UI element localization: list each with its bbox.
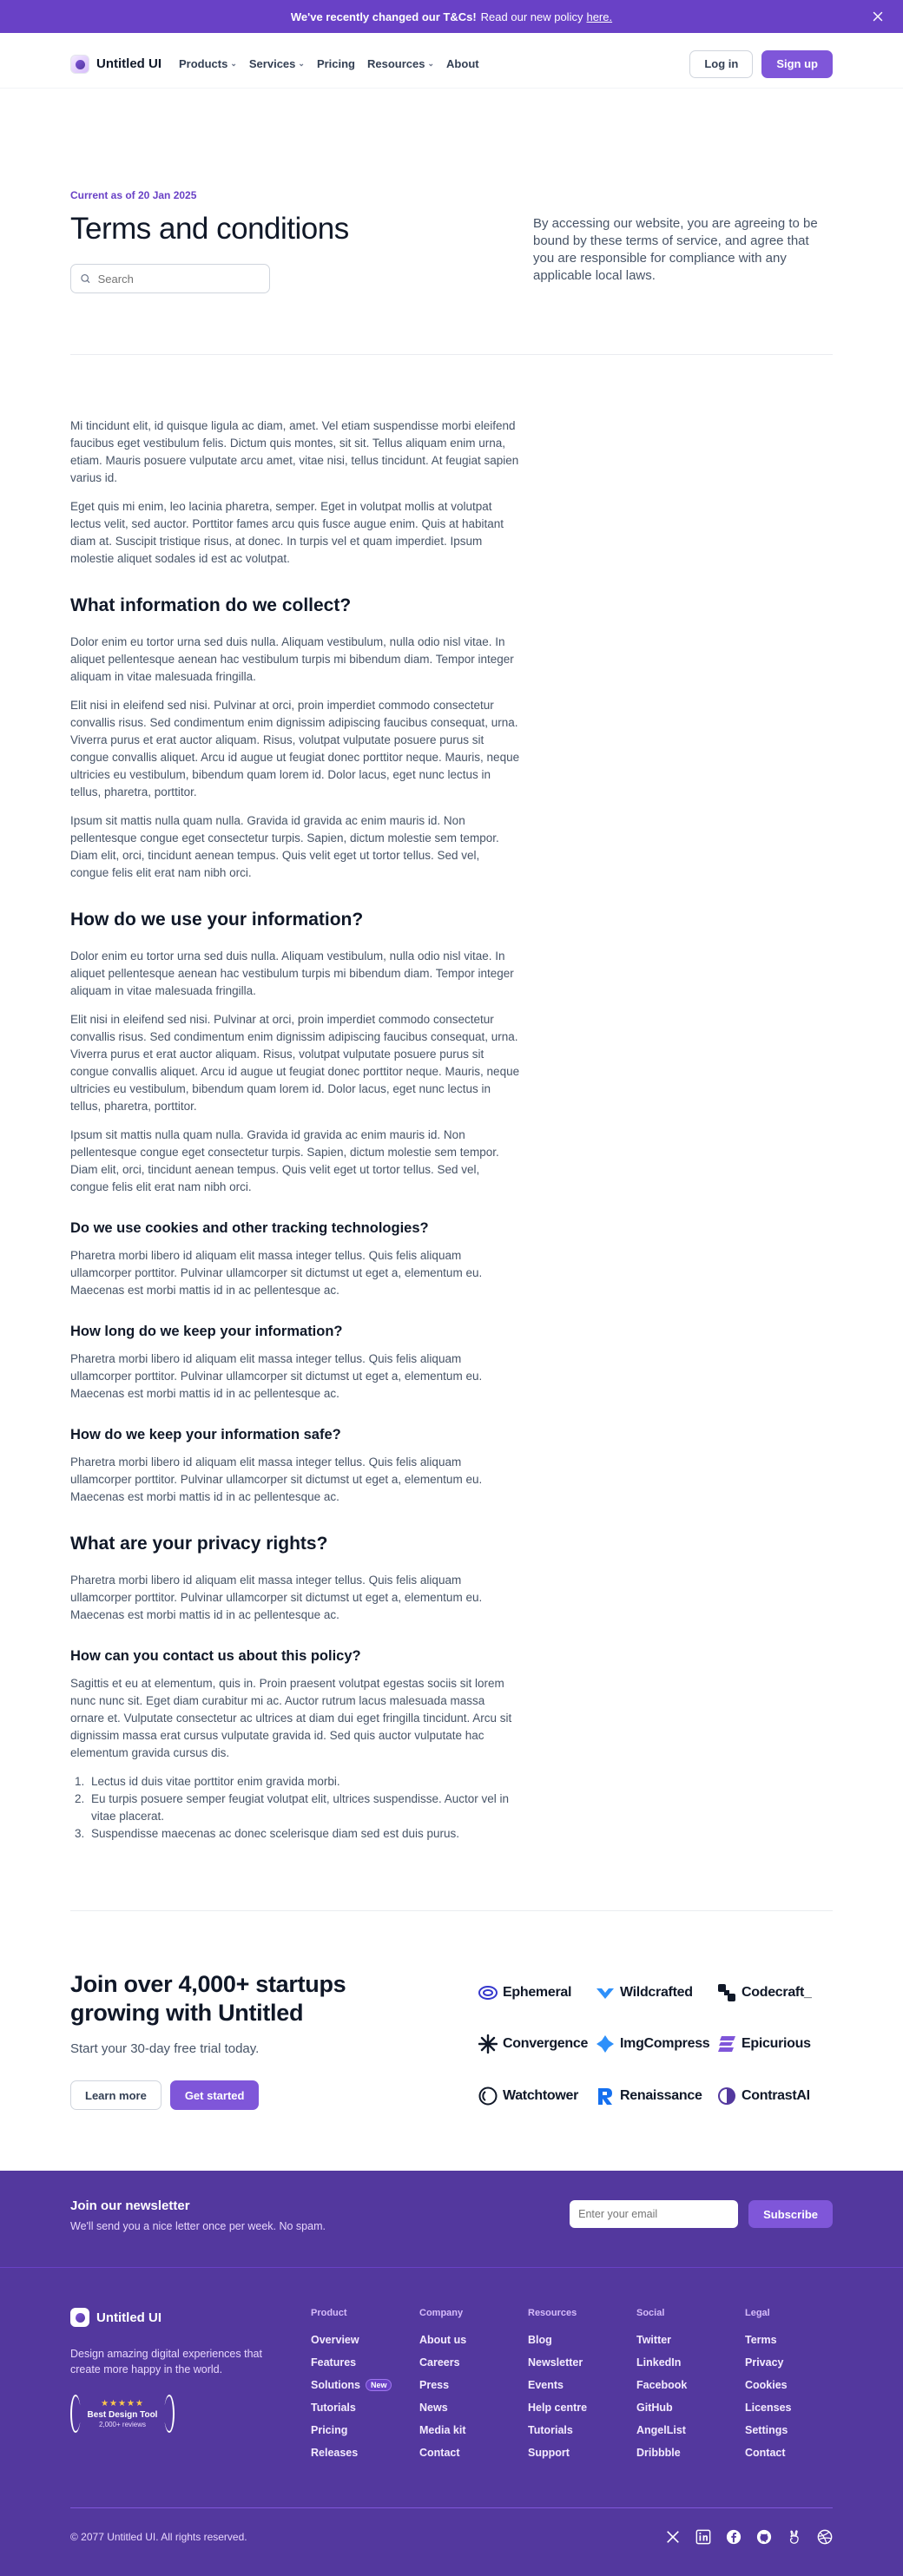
social-links	[665, 2529, 833, 2545]
paragraph: Pharetra morbi libero id aliquam elit massa integer tellus. Quis felis aliquam ullamcorper porttitor. Pulvinar ullamcorper sit dictumst ut eget a, elementum eu. Maecenas est morbi mattis id in ac pellentesque ac.	[70, 1249, 483, 1297]
logo-icon	[70, 55, 89, 74]
top-navigation	[0, 40, 903, 89]
footer-column-legal	[745, 2308, 832, 2469]
nav-label: About	[446, 57, 479, 70]
nav-item-about[interactable]	[446, 57, 479, 70]
logo-wildcrafted	[596, 1979, 717, 2007]
logo-imgcompress	[596, 2030, 717, 2058]
logo-name: Renaissance	[620, 2087, 702, 2103]
paragraph: Pharetra morbi libero id aliquam elit massa integer tellus. Quis felis aliquam ullamcorper porttitor. Pulvinar ullamcorper sit dictumst ut eget a, elementum eu. Maecenas est morbi mattis id in ac pellentesque ac.	[70, 1456, 483, 1503]
section-heading: How do we use your information?	[70, 910, 364, 930]
footer-link[interactable]: Twitter	[636, 2334, 672, 2346]
newsletter-subtitle: We'll send you a nice letter once per week. No spam.	[70, 2220, 326, 2232]
new-badge: New	[366, 2379, 392, 2391]
footer-tagline: Design amazing digital experiences that create more happy in the world.	[70, 2348, 262, 2376]
convergence-icon	[478, 2034, 498, 2054]
footer-link[interactable]: Support	[528, 2447, 570, 2459]
list-item: 3. Suspendisse maecenas ac donec scelerisque diam sed est duis purus.	[88, 1825, 520, 1843]
footer-link[interactable]: Newsletter	[528, 2356, 583, 2369]
paragraph: Pharetra morbi libero id aliquam elit massa integer tellus. Quis felis aliquam ullamcorper porttitor. Pulvinar ullamcorper sit dictumst ut eget a, elementum eu. Maecenas est morbi mattis id in ac pellentesque ac.	[70, 1352, 483, 1400]
logo-icon	[70, 2308, 89, 2327]
linkedin-icon[interactable]	[695, 2529, 711, 2545]
footer-link[interactable]: Settings	[745, 2424, 788, 2436]
nav-item-products[interactable]	[179, 57, 237, 70]
logo-name: ContrastAI	[742, 2087, 810, 2103]
paragraph: Mi tincidunt elit, id quisque ligula ac diam, amet. Vel etiam suspendisse morbi eleifend faucibus eget vestibulum felis. Dictum quis montes, sit sit. Tellus aliquam enim urna, etiam. Mauris posuere vulputate arcu amet, vitae nisi, tellus tincidunt. At feugiat sapien varius id.	[70, 419, 519, 484]
last-updated-label: Current as of 20 Jan 2025	[70, 189, 197, 201]
paragraph: Sagittis et eu at elementum, quis in. Proin praesent volutpat egestas sociis sit lorem nunc nunc sit. Eget diam curabitur mi ac. Auctor rutrum lacus malesuada massa ornare et. Vulputate consectetur ac ultrices at diam dui eget fringilla tincidunt. Arcu sit dignissim massa erat cursus vulputate gravida id. Sed quis auctor vulputate hac elementum gravida cursus dis.	[70, 1677, 512, 1759]
footer-link[interactable]: LinkedIn	[636, 2356, 682, 2369]
section-heading: What information do we collect?	[70, 595, 352, 615]
column-title: Product	[311, 2308, 347, 2318]
footer-column-product	[311, 2308, 419, 2469]
angellist-icon[interactable]	[787, 2529, 802, 2545]
logo-watchtower	[478, 2082, 596, 2110]
nav-label: Products	[179, 57, 228, 70]
page-title: Terms and conditions	[70, 212, 349, 246]
chevron-down-icon: ⌄	[230, 59, 237, 68]
footer-link[interactable]: Media kit	[419, 2424, 466, 2436]
footer-link[interactable]: Terms	[745, 2334, 777, 2346]
login-button[interactable]: Log in	[689, 50, 753, 78]
newsletter-title: Join our newsletter	[70, 2198, 190, 2213]
codecraft-icon	[717, 1983, 736, 2002]
newsletter-section	[0, 2171, 903, 2268]
award-title: Best Design Tool	[87, 2410, 158, 2420]
footer-link[interactable]: Careers	[419, 2356, 460, 2369]
footer-link[interactable]: Blog	[528, 2334, 552, 2346]
chevron-down-icon: ⌄	[427, 59, 435, 68]
footer-link[interactable]: Cookies	[745, 2379, 788, 2391]
logo-renaissance	[596, 2082, 717, 2110]
award-badge	[70, 2391, 175, 2436]
logo-convergence	[478, 2030, 596, 2058]
imgcompress-icon	[596, 2034, 615, 2054]
laurel-icon	[70, 2395, 81, 2433]
terms-content	[0, 355, 590, 1843]
dribbble-icon[interactable]	[817, 2529, 833, 2545]
logo-name: Epicurious	[742, 2036, 811, 2052]
award-reviews: 2,000+ reviews	[98, 2421, 147, 2428]
footer-link[interactable]: Licenses	[745, 2402, 792, 2414]
column-title: Social	[636, 2308, 665, 2318]
brand-name: Untitled UI	[96, 56, 161, 71]
search-box[interactable]	[70, 264, 270, 293]
logo-ephemeral	[478, 1979, 596, 2007]
paragraph: Dolor enim eu tortor urna sed duis nulla. Aliquam vestibulum, nulla odio nisl vitae. In aliquet pellentesque aenean hac vestibulum turpis mi bibendum diam. Tempor integer aliquam in vitae malesuada fringilla.	[70, 950, 514, 997]
cta-subtitle: Start your 30-day free trial today.	[70, 2041, 260, 2056]
list-item: 2. Eu turpis posuere semper feugiat volutpat elit, ultrices suspendisse. Auctor vel in vitae placerat.	[88, 1791, 520, 1825]
banner-bold-text: We've recently changed our T&Cs!	[290, 10, 477, 23]
paragraph: Eget quis mi enim, leo lacinia pharetra, semper. Eget in volutpat mollis at volutpat lectus velit, sed auctor. Porttitor fames arcu quis fusce augue enim. Quis at habitant diam at. Suscipit tristique risus, at donec. In turpis vel et quam imperdiet. Ipsum molestie aliquet sodales id est ac volutpat.	[70, 500, 504, 565]
customer-logos	[478, 1970, 833, 2110]
cta-title: Join over 4,000+ startups growing with Untitled	[70, 1971, 346, 2026]
footer-link[interactable]: Overview	[311, 2334, 359, 2346]
brand-name: Untitled UI	[96, 2310, 161, 2325]
footer-link[interactable]: Contact	[419, 2447, 460, 2459]
watchtower-icon	[478, 2086, 498, 2106]
nav-label: Resources	[367, 57, 425, 70]
paragraph: Ipsum sit mattis nulla quam nulla. Gravida id gravida ac enim mauris id. Non pellentesque congue eget consectetur turpis. Sapien, dictum molestie sem tempor. Diam elit, orci, tincidunt aenean tempus. Quis velit eget ut tortor tellus. Sed vel, congue felis elit erat nam nibh orci.	[70, 814, 499, 879]
logo-epicurious	[717, 2030, 833, 2058]
github-icon[interactable]	[756, 2529, 772, 2545]
nav-item-pricing[interactable]	[317, 57, 355, 70]
ephemeral-icon	[478, 1983, 498, 2002]
cta-section	[0, 1911, 903, 2171]
footer-link[interactable]: Help centre	[528, 2402, 588, 2414]
footer-logo[interactable]	[70, 2308, 311, 2327]
subsection-heading: How long do we keep your information?	[70, 1324, 343, 1339]
column-title: Company	[419, 2308, 464, 2318]
footer-link[interactable]: Events	[528, 2379, 564, 2391]
footer-link[interactable]: Dribbble	[636, 2447, 681, 2459]
footer-link[interactable]: Facebook	[636, 2379, 688, 2391]
hero-intro: By accessing our website, you are agreeing to be bound by these terms of service, and agree that you are responsible for compliance with any applicable local laws.	[533, 216, 818, 283]
list-item: 1. Lectus id duis vitae porttitor enim gravida morbi.	[88, 1773, 520, 1791]
subsection-heading: Do we use cookies and other tracking technologies?	[70, 1220, 429, 1236]
logo-name: Watchtower	[503, 2087, 579, 2103]
search-icon	[80, 273, 91, 285]
banner-link[interactable]: here.	[586, 10, 613, 23]
footer-link[interactable]: GitHub	[636, 2402, 673, 2414]
logo-name: Wildcrafted	[620, 1985, 693, 2001]
subsection-heading: How do we keep your information safe?	[70, 1427, 341, 1442]
signup-button[interactable]: Sign up	[761, 50, 833, 78]
learn-more-button[interactable]: Learn more	[70, 2080, 161, 2110]
contrastai-icon	[717, 2086, 736, 2106]
footer-column-social	[636, 2308, 745, 2469]
footer-link[interactable]: Pricing	[311, 2424, 348, 2436]
footer-link[interactable]: Tutorials	[528, 2424, 573, 2436]
paragraph: Elit nisi in eleifend sed nisi. Pulvinar at orci, proin imperdiet commodo consectetur convallis risus. Sed condimentum enim dignissim adipiscing faucibus consequat, urna. Viverra purus et erat auctor aliquam. Risus, volutpat vulputate posuere purus sit congue convallis aliquet. Arcu id augue ut feugiat donec porttitor neque. Mauris, neque ultricies eu vestibulum, bibendum quam lorem id. Dolor lacus, eget nunc lectus in tellus, pharetra, porttitor.	[70, 1013, 520, 1113]
announcement-banner	[0, 0, 903, 33]
footer-link[interactable]: Features	[311, 2356, 357, 2369]
nav-menu	[179, 57, 479, 70]
logo-name: Convergence	[503, 2036, 589, 2052]
get-started-button[interactable]: Get started	[170, 2080, 260, 2110]
renaissance-icon	[596, 2086, 615, 2106]
logo-name: Codecraft_	[742, 1985, 812, 2001]
copyright: © 2077 Untitled UI. All rights reserved.	[70, 2531, 247, 2543]
nav-label: Services	[248, 57, 296, 70]
logo-contrastai	[717, 2082, 833, 2110]
paragraph: Ipsum sit mattis nulla quam nulla. Gravida id gravida ac enim mauris id. Non pellentesque congue eget consectetur turpis. Sapien, dictum molestie sem tempor. Diam elit, orci, tincidunt aenean tempus. Quis velit eget ut tortor tellus. Sed vel, congue felis elit erat nam nibh orci.	[70, 1128, 499, 1193]
wildcrafted-icon	[596, 1983, 615, 2002]
footer-link-label: Solutions	[311, 2379, 360, 2391]
footer-link[interactable]: News	[419, 2402, 448, 2414]
column-title: Legal	[745, 2308, 770, 2318]
footer-link[interactable]: Press	[419, 2379, 450, 2391]
nav-item-resources[interactable]	[367, 57, 434, 70]
x-icon[interactable]	[665, 2529, 681, 2545]
footer-link[interactable]: Releases	[311, 2447, 359, 2459]
logo-codecraft	[717, 1979, 833, 2007]
banner-text: Read our new policy	[480, 10, 583, 23]
close-icon[interactable]	[870, 9, 886, 24]
numbered-list	[88, 1773, 520, 1843]
logo-name: Ephemeral	[503, 1985, 572, 2001]
epicurious-icon	[717, 2034, 736, 2054]
hero-section	[0, 89, 903, 293]
nav-item-services[interactable]	[249, 57, 305, 70]
search-input[interactable]	[98, 273, 260, 286]
email-field[interactable]	[570, 2200, 738, 2228]
brand-logo[interactable]	[70, 55, 161, 74]
footer-link-solutions[interactable]	[311, 2379, 419, 2391]
nav-label: Pricing	[316, 57, 356, 70]
paragraph: Dolor enim eu tortor urna sed duis nulla. Aliquam vestibulum, nulla odio nisl vitae. In aliquet pellentesque aenean hac vestibulum turpis mi bibendum diam. Tempor integer aliquam in vitae malesuada fringilla.	[70, 635, 514, 683]
laurel-icon	[164, 2395, 175, 2433]
footer-column-resources	[528, 2308, 636, 2469]
subscribe-button[interactable]: Subscribe	[748, 2200, 833, 2228]
footer-link[interactable]: Privacy	[745, 2356, 784, 2369]
footer-link[interactable]: About us	[419, 2334, 467, 2346]
footer-link[interactable]: Tutorials	[311, 2402, 356, 2414]
footer-link[interactable]: Contact	[745, 2447, 786, 2459]
paragraph: Elit nisi in eleifend sed nisi. Pulvinar at orci, proin imperdiet commodo consectetur convallis risus. Sed condimentum enim dignissim adipiscing faucibus consequat, urna. Viverra purus et erat auctor aliquam. Risus, volutpat vulputate posuere purus sit congue convallis aliquet. Arcu id augue ut feugiat donec porttitor neque. Mauris, neque ultricies eu vestibulum, bibendum quam lorem id. Dolor lacus, eget nunc lectus in tellus, pharetra, porttitor.	[70, 699, 520, 798]
footer-link[interactable]: AngelList	[636, 2424, 686, 2436]
stars-icon: ★★★★★	[101, 2399, 144, 2408]
logo-name: ImgCompress	[620, 2036, 710, 2052]
paragraph: Pharetra morbi libero id aliquam elit massa integer tellus. Quis felis aliquam ullamcorper porttitor. Pulvinar ullamcorper sit dictumst ut eget a, elementum eu. Maecenas est morbi mattis id in ac pellentesque ac.	[70, 1574, 483, 1621]
subsection-heading: How can you contact us about this policy?	[70, 1648, 361, 1664]
chevron-down-icon: ⌄	[298, 59, 305, 68]
column-title: Resources	[528, 2308, 577, 2318]
footer-column-company	[419, 2308, 528, 2469]
facebook-icon[interactable]	[726, 2529, 742, 2545]
footer-links	[311, 2308, 832, 2469]
section-heading: What are your privacy rights?	[70, 1534, 328, 1554]
